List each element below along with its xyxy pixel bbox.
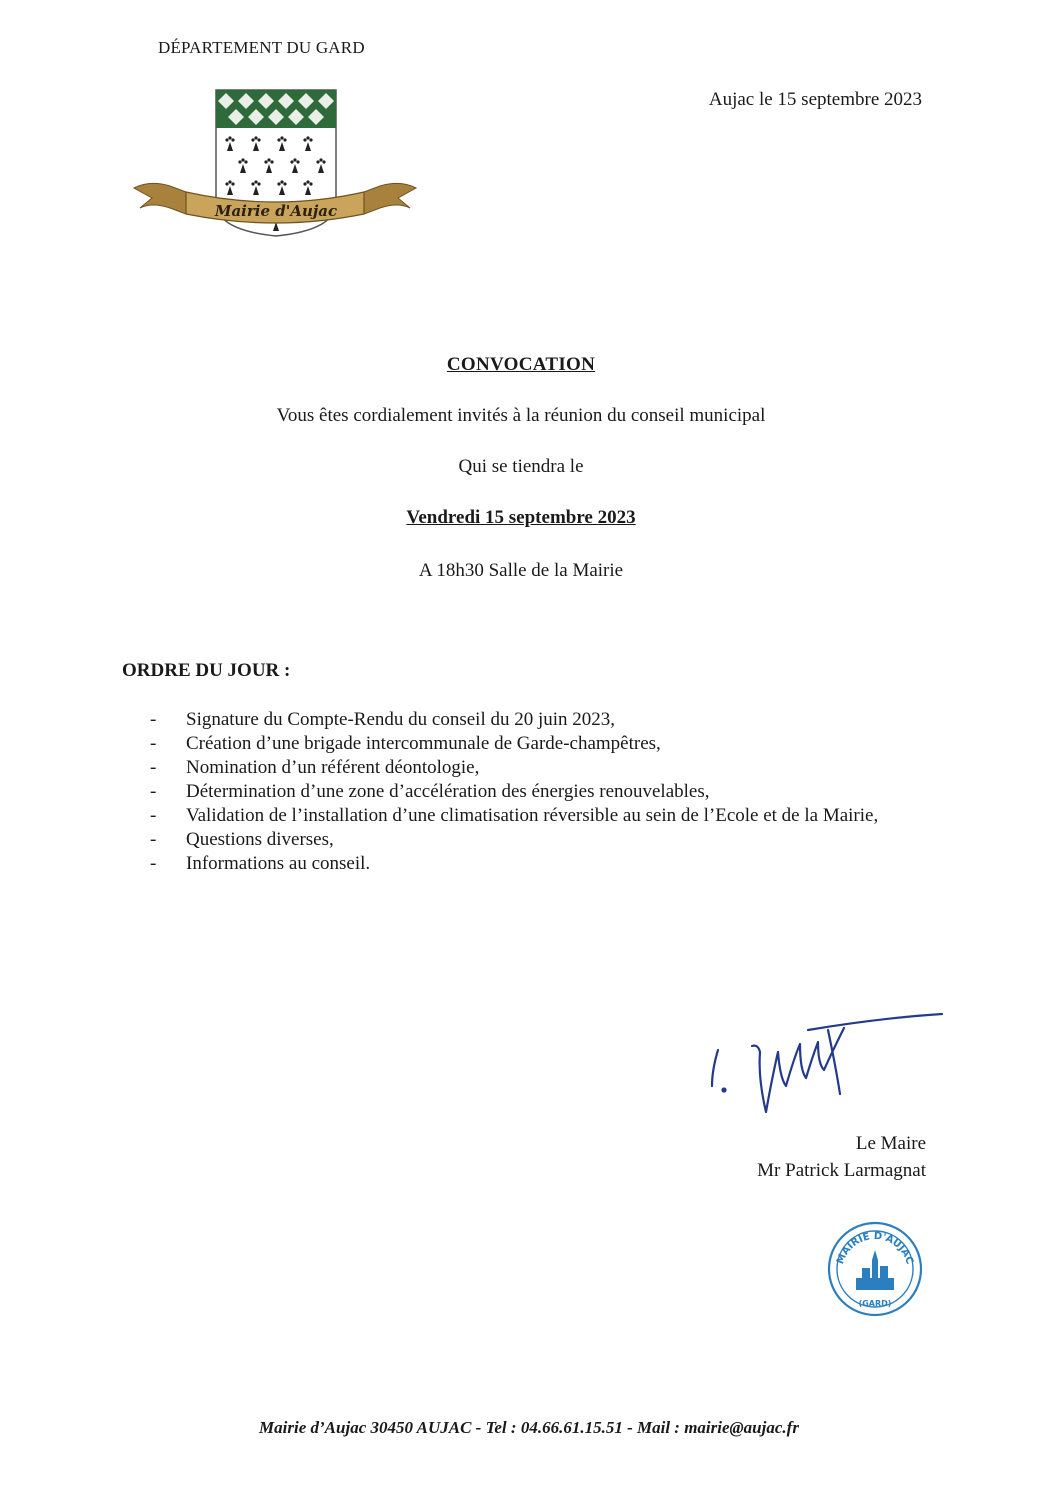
agenda-item: - Nomination d’un référent déontologie, — [150, 757, 480, 778]
agenda-item: - Validation de l’installation d’une climatisation réversible au sein de l’Ecole et de la Mairie, — [150, 805, 879, 826]
agenda-item: - Détermination d’une zone d’accélération des énergies renouvelables, — [150, 781, 710, 802]
stamp-text: MAIRIE D'AUJAC — [834, 1230, 915, 1266]
logo-ribbon-text: Mairie d'Aujac — [214, 202, 338, 220]
mayor-title: Le Maire — [855, 1133, 926, 1154]
agenda-item: - Informations au conseil. — [150, 853, 371, 874]
mayor-signature — [700, 1008, 950, 1124]
place-and-date: Aujac le 15 septembre 2023 — [708, 89, 922, 110]
agenda-item: - Questions diverses, — [150, 829, 334, 850]
mairie-crest-logo — [130, 84, 420, 240]
mayor-name: Mr Patrick Larmagnat — [757, 1160, 926, 1181]
invitation-text: Vous êtes cordialement invités à la réunion du conseil municipal — [276, 405, 766, 426]
footer-contact: Mairie d’Aujac 30450 AUJAC - Tel : 04.66.61.15.51 - Mail : mairie@aujac.fr — [259, 1418, 799, 1437]
meeting-time-place: A 18h30 Salle de la Mairie — [418, 560, 624, 581]
department-heading: DÉPARTEMENT DU GARD — [158, 38, 365, 57]
document-title: CONVOCATION — [446, 354, 596, 375]
agenda-heading: ORDRE DU JOUR : — [122, 660, 291, 681]
stamp-subtext: (GARD) — [858, 1299, 892, 1308]
agenda-item: - Signature du Compte-Rendu du conseil du 20 juin 2023, — [150, 709, 616, 730]
mairie-stamp — [826, 1220, 924, 1318]
meeting-date: Vendredi 15 septembre 2023 — [406, 507, 636, 528]
held-on-text: Qui se tiendra le — [458, 456, 584, 477]
agenda-list — [150, 708, 930, 876]
agenda-item: - Création d’une brigade intercommunale de Garde-champêtres, — [150, 733, 661, 754]
